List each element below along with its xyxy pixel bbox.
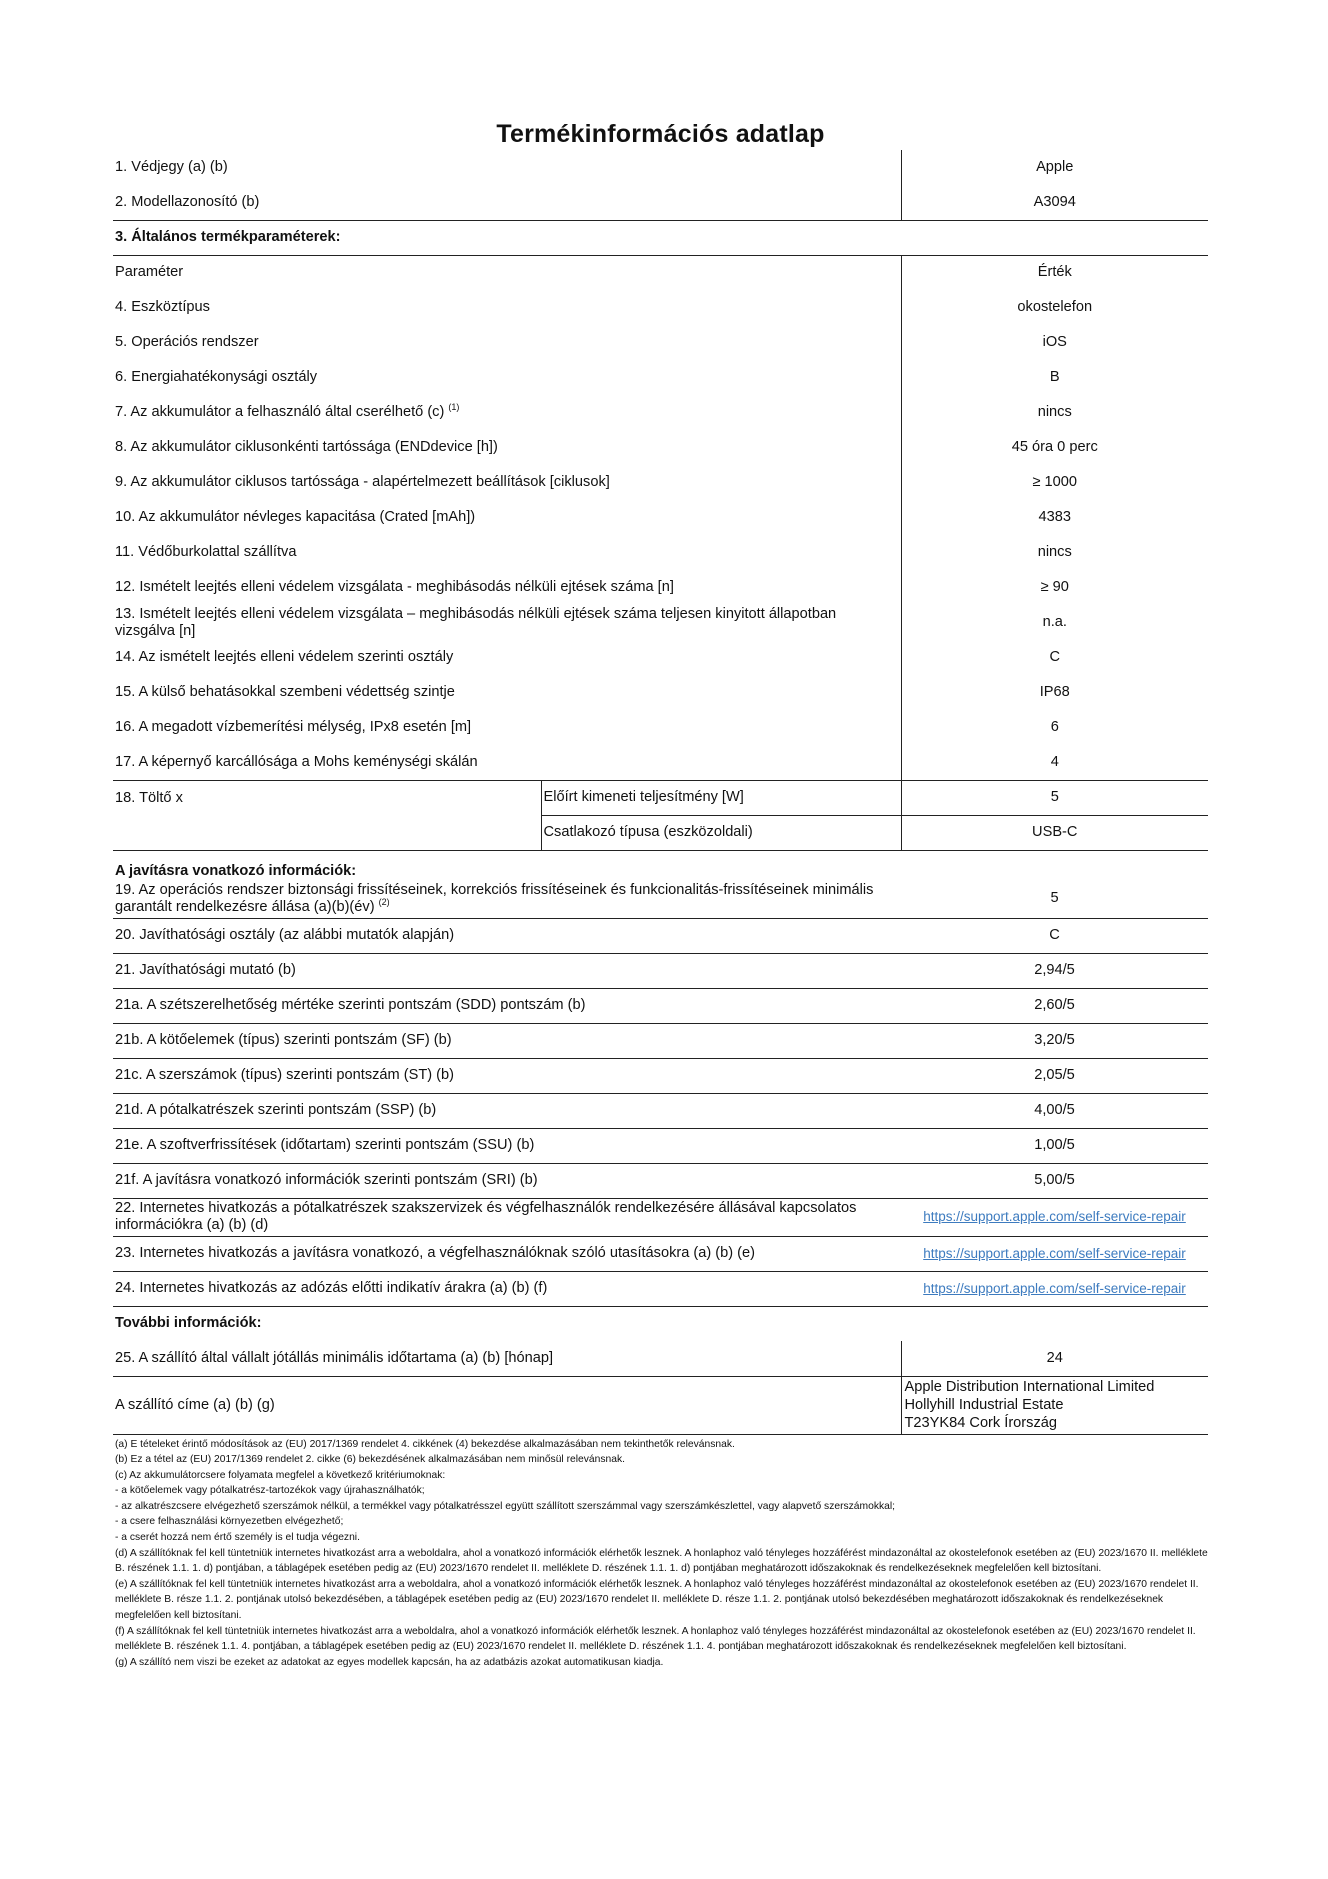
row-label: 21e. A szoftverfrissítések (időtartam) szerinti pontszám (SSU) (b) [113, 1128, 901, 1163]
footnote: - a cserét hozzá nem értő személy is el tudja végezni. [115, 1532, 360, 1544]
table-row [113, 185, 1208, 220]
section-heading: A javításra vonatkozó információk: [115, 863, 357, 879]
table-row [113, 953, 1208, 988]
table-row [113, 1058, 1208, 1093]
table-row [113, 1163, 1208, 1198]
table-row [113, 1271, 1208, 1306]
row-label: 21c. A szerszámok (típus) szerinti pontszám (ST) (b) [113, 1058, 901, 1093]
row-label: 6. Energiahatékonysági osztály [115, 369, 318, 385]
footnote-marker: (1) [448, 402, 460, 412]
section-heading: 3. Általános termékparaméterek: [113, 220, 1208, 255]
row-value: 2,94/5 [901, 953, 1208, 988]
footnotes [113, 1437, 1208, 1671]
page-title: Termékinformációs adatlap [496, 120, 825, 148]
indicative-prices-link[interactable]: https://support.apple.com/self-service-repair [923, 1280, 1186, 1296]
table-row [113, 430, 1208, 465]
row-label: 22. Internetes hivatkozás a pótalkatrészek szakszervizek és végfelhasználók rendelkezésére állásával kapcsolatos információkra (a) (b) (d) [113, 1198, 901, 1236]
product-information-sheet [113, 118, 1208, 1670]
row-label: 18. Töltő x [113, 780, 541, 850]
column-header-parameter: Paraméter [115, 264, 184, 281]
row-value: ≥ 90 [901, 570, 1208, 605]
footnote: (d) A szállítóknak fel kell tüntetniük internetes hivatkozást arra a weboldalra, ahol a vonatkozó információk elérhetők lesznek. A honlaphoz való tényleges hozzáférést mindazonáltal az okostelefonok esetében az (EU) 2023/1670 II. melléklete B. részének 1.1. 1. d) pontjában, a táblagépek esetében pedig az (EU) 2023/1670 rendelet II. melléklete D. részének 1.1. 1. d) pontjában meghatározott időszakoknak és rendelkezéseknek megfelelően kell biztosítani. [115, 1547, 1208, 1575]
section-heading-row [113, 220, 1208, 255]
footnote: (c) Az akkumulátorcsere folyamata megfelel a következő kritériumoknak: [115, 1469, 446, 1481]
row-label: 21d. A pótalkatrészek szerinti pontszám (SSP) (b) [113, 1093, 901, 1128]
row-value: iOS [901, 325, 1208, 360]
row-value: nincs [901, 535, 1208, 570]
row-value: 1,00/5 [901, 1128, 1208, 1163]
supplier-address [901, 1376, 1208, 1434]
row-value: 3,20/5 [901, 1023, 1208, 1058]
row-label [113, 395, 901, 430]
row-label: 24. Internetes hivatkozás az adózás előtti indikatív árakra (a) (b) (f) [113, 1271, 901, 1306]
row-label: 4. Eszköztípus [115, 299, 210, 315]
table-row [113, 570, 1208, 605]
row-label: 16. A megadott vízbemerítési mélység, IPx8 esetén [m] [115, 719, 472, 735]
footnote: - az alkatrészcsere elvégezhető szerszámok nélkül, a termékkel vagy pótalkatrésszel együtt szállított szerszámmal vagy szerszámkészlettel, vagy alapvető szerszámokkal; [115, 1500, 896, 1512]
row-value: nincs [901, 395, 1208, 430]
row-value: A3094 [901, 185, 1208, 220]
row-value: 5,00/5 [901, 1163, 1208, 1198]
row-value: ≥ 1000 [901, 465, 1208, 500]
table-row [113, 325, 1208, 360]
section-heading: További információk: [115, 1315, 262, 1332]
table-row [113, 535, 1208, 570]
row-label: 12. Ismételt leejtés elleni védelem vizsgálata - meghibásodás nélküli ejtések száma [n] [115, 579, 674, 595]
row-value: C [901, 640, 1208, 675]
row-value: 6 [901, 710, 1208, 745]
charger-connector-label: Csatlakozó típusa (eszközoldali) [541, 815, 901, 850]
row-label: 17. A képernyő karcállósága a Mohs keménységi skálán [113, 745, 901, 780]
table-row [113, 988, 1208, 1023]
table-row [113, 1093, 1208, 1128]
address-line: Hollyhill Industrial Estate [904, 1397, 1064, 1413]
row-value: 4 [901, 745, 1208, 780]
row-value: okostelefon [901, 290, 1208, 325]
row-label: 13. Ismételt leejtés elleni védelem vizsgálata – meghibásodás nélküli ejtések száma teljesen kinyitott állapotban vizsgálva [n] [115, 605, 837, 639]
table-row [113, 1341, 1208, 1376]
repair-instructions-link[interactable]: https://support.apple.com/self-service-repair [923, 1245, 1186, 1261]
row-label [113, 880, 901, 918]
row-label: 2. Modellazonosító (b) [113, 185, 901, 220]
row-value: B [901, 360, 1208, 395]
row-value: C [901, 918, 1208, 953]
row-value: 2,60/5 [901, 988, 1208, 1023]
table-row [113, 640, 1208, 675]
charger-connector-value: USB-C [901, 815, 1208, 850]
row-value: 4383 [901, 500, 1208, 535]
row-label: 15. A külső behatásokkal szembeni védettség szintje [115, 684, 455, 700]
row-value: Apple [901, 150, 1208, 185]
row-label: 21f. A javításra vonatkozó információk szerinti pontszám (SRI) (b) [113, 1163, 901, 1198]
table-row [113, 1198, 1208, 1236]
table-row [113, 500, 1208, 535]
table-row [113, 880, 1208, 918]
row-label: 14. Az ismételt leejtés elleni védelem szerinti osztály [115, 649, 454, 665]
footnote: (b) Ez a tétel az (EU) 2017/1369 rendelet 2. cikke (6) bekezdésének alkalmazásában nem minősül relevánsnak. [115, 1454, 625, 1466]
table-row [113, 1376, 1208, 1434]
table-row [113, 710, 1208, 745]
row-label: 23. Internetes hivatkozás a javításra vonatkozó, a végfelhasználóknak szóló utasításokra (a) (b) (e) [113, 1236, 901, 1271]
footnote: - a kötőelemek vagy pótalkatrész-tartozékok vagy újrahasználhatók; [115, 1485, 425, 1497]
row-label: 21a. A szétszerelhetőség mértéke szerinti pontszám (SDD) pontszám (b) [113, 988, 901, 1023]
table-row [113, 780, 1208, 815]
row-label: A szállító címe (a) (b) (g) [113, 1376, 901, 1434]
row-label-text: 19. Az operációs rendszer biztonsági frissítéseinek, korrekciós frissítéseinek és funkcionalitás-frissítéseinek minimális garantált rendelkezésre állása (a)(b)(év) [115, 881, 874, 915]
footnote: (a) E tételeket érintő módosítások az (EU) 2017/1369 rendelet 4. cikkének (4) bekezdése alkalmazásában nem tekinthetők relevánsnak. [115, 1438, 735, 1450]
table-row [113, 1128, 1208, 1163]
table-row [113, 605, 1208, 640]
footnote: - a csere felhasználási környezetben elvégezhető; [115, 1516, 344, 1528]
row-value: 45 óra 0 perc [901, 430, 1208, 465]
footnote-marker: (2) [378, 896, 390, 907]
charger-power-label: Előírt kimeneti teljesítmény [W] [541, 780, 901, 815]
row-label: 25. A szállító által vállalt jótállás minimális időtartama (a) (b) [hónap] [113, 1341, 901, 1376]
table-row [113, 465, 1208, 500]
row-label: 8. Az akkumulátor ciklusonkénti tartóssága (ENDdevice [h]) [115, 439, 498, 455]
section-heading-row [113, 1306, 1208, 1341]
address-line: T23YK84 Cork Írország [904, 1415, 1057, 1431]
row-label: 5. Operációs rendszer [115, 334, 259, 350]
row-label: 9. Az akkumulátor ciklusos tartóssága - alapértelmezett beállítások [ciklusok] [115, 474, 610, 490]
row-value: n.a. [901, 605, 1208, 640]
row-label: 21b. A kötőelemek (típus) szerinti pontszám (SF) (b) [113, 1023, 901, 1058]
footnote: (g) A szállító nem viszi be ezeket az adatokat az egyes modellek kapcsán, ha az adatbázis azokat automatikusan kiadja. [115, 1656, 664, 1668]
row-label: 21. Javíthatósági mutató (b) [113, 953, 901, 988]
row-value: 2,05/5 [901, 1058, 1208, 1093]
table-row [113, 675, 1208, 710]
column-header-row [113, 255, 1208, 290]
table-row [113, 918, 1208, 953]
spare-parts-link[interactable]: https://support.apple.com/self-service-repair [923, 1209, 1186, 1224]
section-heading-row [113, 850, 1208, 880]
row-label: 10. Az akkumulátor névleges kapacitása (Crated [mAh]) [115, 509, 476, 525]
table-row [113, 150, 1208, 185]
row-value: 4,00/5 [901, 1093, 1208, 1128]
row-label-text: 7. Az akkumulátor a felhasználó által cserélhető (c) [115, 404, 445, 420]
table-row [113, 360, 1208, 395]
table-row [113, 745, 1208, 780]
product-info-table [113, 150, 1208, 1435]
table-row [113, 290, 1208, 325]
column-header-value: Érték [901, 255, 1208, 290]
table-row [113, 395, 1208, 430]
row-label: 1. Védjegy (a) (b) [115, 159, 228, 175]
charger-power-value: 5 [901, 780, 1208, 815]
row-value: 5 [901, 880, 1208, 918]
footnote: (f) A szállítóknak fel kell tüntetniük internetes hivatkozást arra a weboldalra, ahol a vonatkozó információk elérhetők lesznek. A honlaphoz való tényleges hozzáférést mindazonáltal az okostelefonok esetében az (EU) 2023/1670 rendelet II. melléklete B. részének 1.1. 4. pontjában, a táblagépek esetében pedig az (EU) 2023/1670 rendelet II. melléklete D. részének 1.1. 4. pontjában meghatározott időszakoknak és rendelkezéseknek megfelelően kell biztosítani. [115, 1625, 1196, 1653]
table-row [113, 1023, 1208, 1058]
row-label: 11. Védőburkolattal szállítva [115, 544, 297, 560]
table-row [113, 1236, 1208, 1271]
footnote: (e) A szállítóknak fel kell tüntetniük internetes hivatkozást arra a weboldalra, ahol a vonatkozó információk elérhetők lesznek. A honlaphoz való tényleges hozzáférést mindazonáltal az okostelefonok esetében az (EU) 2023/1670 rendelet II. melléklete B. része 1.1. 2. pontjának utolsó bekezdésében, a táblagépek esetében pedig az (EU) 2023/1670 rendelet II. melléklete D. része 1.1. 2. pontjának utolsó bekezdésében meghatározott időszakoknak és rendelkezéseknek megfelelően kell biztosítani. [115, 1578, 1199, 1622]
row-label: 20. Javíthatósági osztály (az alábbi mutatók alapján) [113, 918, 901, 953]
row-value: 24 [901, 1341, 1208, 1376]
address-line: Apple Distribution International Limited [904, 1379, 1155, 1395]
row-value: IP68 [901, 675, 1208, 710]
